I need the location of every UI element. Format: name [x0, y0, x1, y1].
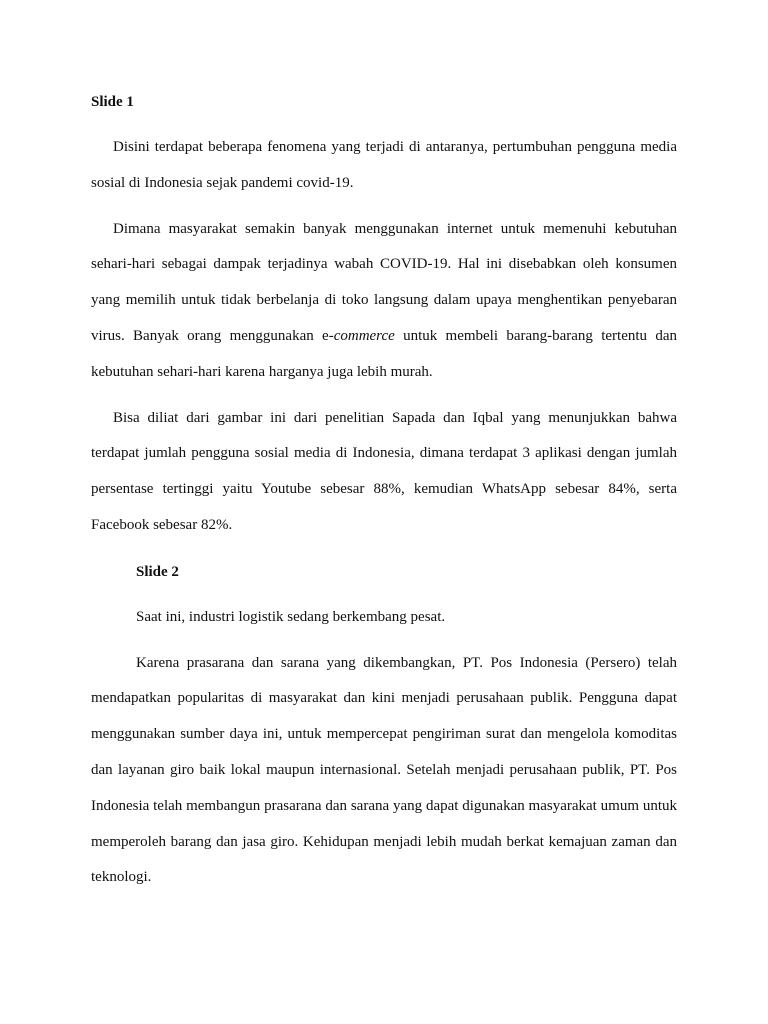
slide-2-heading: Slide 2: [136, 563, 179, 580]
slide-2-paragraph-2: Karena prasarana dan sarana yang dikembangkan, PT. Pos Indonesia (Persero) telah mendapatkan popularitas di masyarakat dan kini menjadi perusahaan publik. Pengguna dapat menggunakan sumber daya ini, untuk mempercepat pengiriman surat dan mengelola komoditas dan layanan giro baik lokal maupun internasional. Setelah menjadi perusahaan publik, PT. Pos Indonesia telah membangun prasarana dan sarana yang dapat digunakan masyarakat umum untuk memperoleh barang dan jasa giro. Kehidupan menjadi lebih mudah berkat kemajuan zaman dan teknologi.: [91, 654, 677, 886]
slide-1-paragraph-3: Bisa diliat dari gambar ini dari penelitian Sapada dan Iqbal yang menunjukkan bahwa terdapat jumlah pengguna sosial media di Indonesia, dimana terdapat 3 aplikasi dengan jumlah persentase tertinggi yaitu Youtube sebesar 88%, kemudian WhatsApp sebesar 84%, serta Facebook sebesar 82%.: [91, 409, 677, 533]
slide-1-paragraph-2-text-a: Dimana masyarakat semakin banyak menggunakan internet untuk memenuhi kebutuhan sehari-hari sebagai dampak terjadinya wabah COVID-19. Hal ini disebabkan oleh konsumen yang memilih untuk tidak berbelanja di toko langsung dalam upaya menghentikan penyebaran virus. Banyak orang menggunakan e-: [91, 220, 677, 344]
slide-1-paragraph-1: Disini terdapat beberapa fenomena yang terjadi di antaranya, pertumbuhan pengguna media sosial di Indonesia sejak pandemi covid-19.: [91, 139, 677, 191]
slide-1-heading: Slide 1: [91, 94, 134, 110]
slide-1-paragraph-2: [91, 212, 677, 391]
slide-1-paragraph-2-italic: commerce: [333, 327, 395, 344]
slide-1-paragraph-2-text-b: untuk membeli barang-barang tertentu dan kebutuhan sehari-hari karena harganya juga lebih murah.: [91, 327, 677, 380]
slide-2-paragraph-1: Saat ini, industri logistik sedang berkembang pesat.: [136, 608, 446, 625]
document-body: [91, 84, 677, 906]
